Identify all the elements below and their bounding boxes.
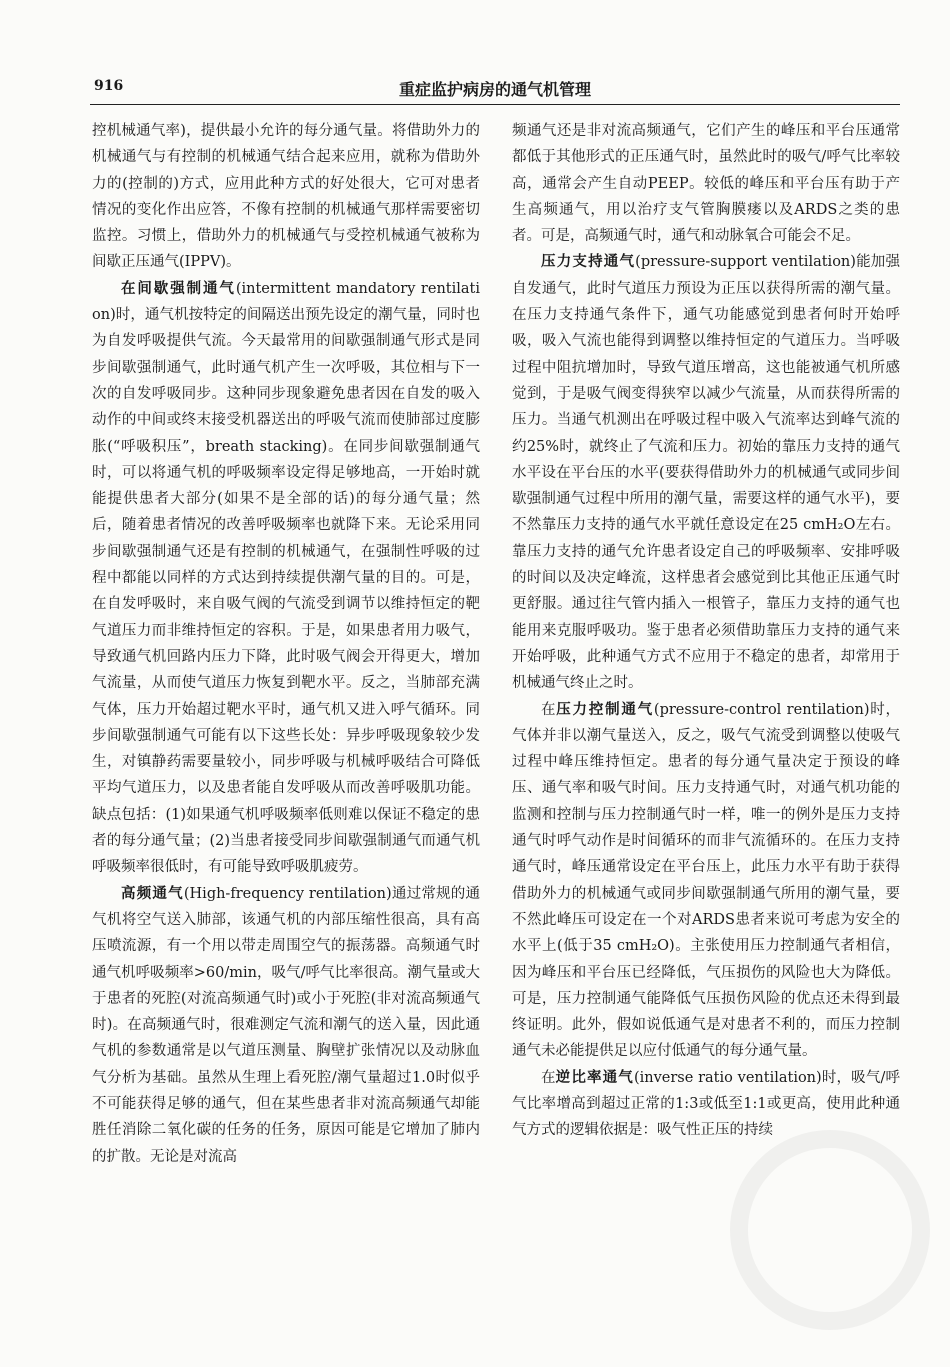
term-imv: 在间歇强制通气 xyxy=(121,280,236,297)
paragraph-pcv xyxy=(512,697,900,1065)
paragraph-ippv: 控机械通气率)，提供最小允许的每分通气量。将借助外力的机械通气与有控制的机械通气结合起来应用，就称为借助外力的(控制的)方式，应用此种方式的好处很大，它可对患者情况的变化作出应答，不像有控制的机械通气那样需要密切监控。习惯上，借助外力的机械通气与受控机械通气被称为间歇正压通气(IPPV)。 xyxy=(92,123,480,271)
paragraph-psv xyxy=(512,249,900,696)
term-pcv: 压力控制通气 xyxy=(556,701,654,718)
paragraph-irv-text: (inverse ratio ventilation)时，吸气/呼气比率增高到超过正常的1:3或低至1:1或更高，使用此种通气方式的逻辑依据是：吸气性正压的持续 xyxy=(512,1069,901,1139)
paragraph-hfv-cont: 频通气还是非对流高频通气，它们产生的峰压和平台压通常都低于其他形式的正压通气时，虽然此时的吸气/呼气比率较高，通常会产生自动PEEP。较低的峰压和平台压有助于产生高频通气，用以治疗支气管胸膜瘘以及ARDS之类的患者。可是，高频通气时，通气和动脉氧合可能会不足。 xyxy=(512,123,900,245)
page-header xyxy=(90,74,900,105)
term-irv: 逆比率通气 xyxy=(555,1069,634,1086)
paragraph-imv-text: (intermittent mandatory rentilation)时，通气机按特定的间隔送出预先设定的潮气量，同时也为自发呼吸提供气流。今天最常用的间歇强制通气形式是同步间歇强制通气，此时通气机产生一次呼吸，其位相与下一次的自发呼吸同步。这种同步现象避免患者因在自发的吸入动作的中间或终末接受机器送出的呼吸气流而使肺部过度膨胀(“呼吸积压”，breath stacking)。在同步间歇强制通气时，可以将通气机的呼吸频率设定得足够地高，一开始时就能提供患者大部分(如果不是全部的话)的每分通气量；然后，随着患者情况的改善呼吸频率也就降下来。无论采用同步间歇强制通气还是有控制的机械通气，在强制性呼吸的过程中都能以同样的方式达到持续提供潮气量的目的。可是，在自发呼吸时，来自吸气阀的气流受到调节以维持恒定的靶气道压力而非维持恒定的容积。于是，如果患者用力吸气，导致通气机回路内压力下降，此时吸气阀会开得更大，增加气流量，从而使气道压力恢复到靶水平。反之，当肺部充满气体，压力开始超过靶水平时，通气机又进入呼气循环。同步间歇强制通气可能有以下这些长处：异步呼吸现象较少发生，对镇静药需要量较小，同步呼吸与机械呼吸结合可降低平均气道压力，以及患者能自发呼吸从而改善呼吸肌功能。缺点包括：(1)如果通气机呼吸频率低则难以保证不稳定的患者的每分通气量；(2)当患者接受同步间歇强制通气而通气机呼吸频率很低时，有可能导致呼吸肌疲劳。 xyxy=(92,280,480,876)
paragraph-psv-text: (pressure-support ventilation)能加强自发通气，此时气道压力预设为正压以获得所需的潮气量。在压力支持通气条件下，通气功能感觉到患者何时开始呼吸，吸入气流也能得到调整以维持恒定的气道压力。当呼吸过程中阻抗增加时，导致气道压增高，这也能被通气机所感觉到，于是吸气阀变得狭窄以减少气流量，从而获得所需的压力。当通气机测出在呼吸过程中吸入气流率达到峰气流的约25%时，就终止了气流和压力。初始的靠压力支持的通气水平设在平台压的水平(要获得借助外力的机械通气或同步间歇强制通气过程中所用的潮气量，需要这样的通气水平)，要不然靠压力支持的通气水平就任意设定在25 cmH₂O左右。靠压力支持的通气允许患者设定自己的呼吸频率、安排呼吸的时间以及决定峰流，这样患者会感觉到比其他正压通气时更舒服。通过往气管内插入一根管子，靠压力支持的通气也能用来克服呼吸功。鉴于患者必须借助靠压力支持的通气来开始呼吸，此种通气方式不应用于不稳定的患者，却常用于机械通气终止之时。 xyxy=(512,254,900,692)
running-title: 重症监护病房的通气机管理 xyxy=(398,80,591,99)
paragraph-hfv xyxy=(92,881,480,1170)
left-column xyxy=(92,118,480,1170)
paragraph-irv-lead: 在 xyxy=(541,1069,556,1086)
right-column xyxy=(512,118,900,1144)
paragraph-pcv-text: (pressure-control rentilation)时，气体并非以潮气量送入，反之，吸气气流受到调整以使吸气过程中峰压维持恒定。患者的每分通气量决定于预设的峰压、通气率和吸气时间。压力支持通气时，对通气机功能的监测和控制与压力控制通气时一样，唯一的例外是压力支持通气时呼气动作是时间循环的而非气流循环的。在压力支持通气时，峰压通常设定在平台压上，此压力水平有助于获得借助外力的机械通气或同步间歇强制通气所用的潮气量，要不然此峰压可设定在一个对ARDS患者来说可考虑为安全的水平上(低于35 cmH₂O)。主张使用压力控制通气者相信，因为峰压和平台压已经降低，气压损伤的风险也大为降低。可是，压力控制通气能降低气压损伤风险的优点还未得到最终证明。此外，假如说低通气是对患者不利的，而压力控制通气未必能提供足以应付低通气的每分通气量。 xyxy=(512,701,901,1060)
page-number: 916 xyxy=(94,78,124,94)
term-hfv: 高频通气 xyxy=(121,885,184,902)
paragraph-imv xyxy=(92,276,480,881)
term-psv: 压力支持通气 xyxy=(541,254,636,271)
paragraph-hfv-text: (High-frequency rentilation)通过常规的通气机将空气送入肺部，该通气机的内部压缩性很高，具有高压喷流源，有一个用以带走周围空气的振荡器。高频通气时通气机呼吸频率>60/min，吸气/呼气比率很高。潮气量或大于患者的死腔(对流高频通气时)或小于死腔(非对流高频通气时)。在高频通气时，很难测定气流和潮气的送入量，因此通气机的参数通常是以气道压测量、胸壁扩张情况以及动脉血气分析为基础。虽然从生理上看死腔/潮气量超过1.0时似乎不可能获得足够的通气，但在某些患者非对流高频通气却能胜任消除二氧化碳的任务的任务，原因可能是它增加了肺内的扩散。无论是对流高 xyxy=(92,885,480,1165)
paragraph-pcv-lead: 在 xyxy=(541,701,557,718)
